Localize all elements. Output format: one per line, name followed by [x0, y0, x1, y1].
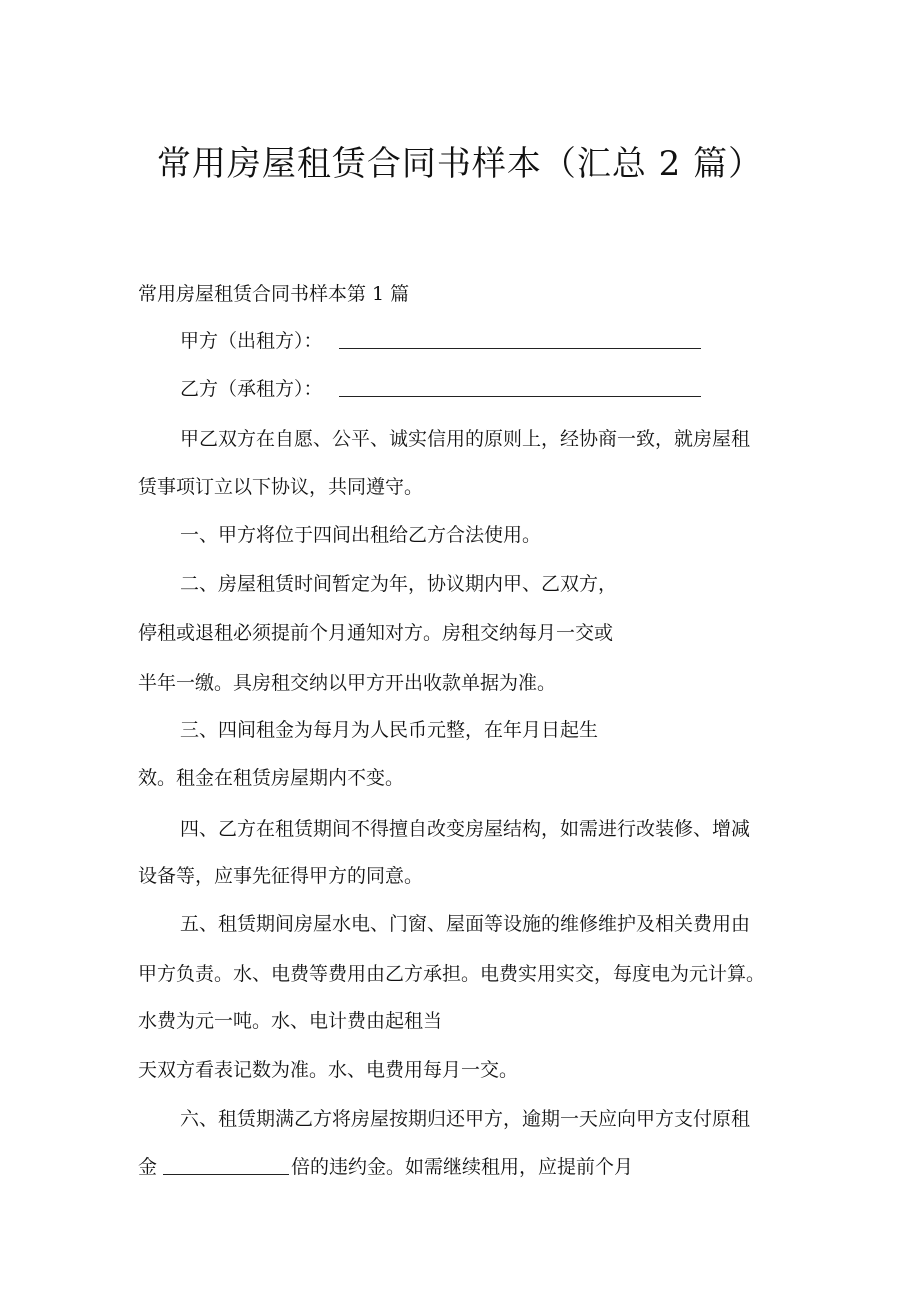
clause-4-line-1: 四、乙方在租赁期间不得擅自改变房屋结构，如需进行改装修、增减	[180, 818, 751, 840]
clause-4-line-2: 设备等，应事先征得甲方的同意。	[138, 865, 424, 887]
penalty-multiplier-blank	[163, 1155, 289, 1175]
clause-5-line-4: 天双方看表记数为准。水、电费用每月一交。	[138, 1059, 519, 1081]
clause-2-line-2: 停租或退租必须提前个月通知对方。房租交纳每月一交或	[138, 622, 614, 644]
section-heading: 常用房屋租赁合同书样本第 1 篇	[138, 283, 410, 305]
document-title: 常用房屋租赁合同书样本（汇总 2 篇）	[156, 144, 764, 184]
clause-6-text-a: 金	[138, 1156, 158, 1178]
party-b-label: 乙方（承租方）：	[180, 378, 323, 400]
clause-6-text-b: 倍的违约金。如需继续租用，应提前个月	[291, 1156, 634, 1178]
party-a-blank	[339, 329, 701, 349]
clause-2-line-1: 二、房屋租赁时间暂定为年，协议期内甲、乙双方，	[180, 573, 618, 595]
clause-3-line-1: 三、四间租金为每月为人民币元整，在年月日起生	[180, 719, 599, 741]
clause-5-line-1: 五、租赁期间房屋水电、门窗、屋面等设施的维修维护及相关费用由	[180, 913, 751, 935]
clause-6-line-2	[138, 1153, 633, 1181]
party-b-line	[180, 375, 701, 403]
party-b-blank	[339, 377, 701, 397]
intro-line-2: 赁事项订立以下协议，共同遵守。	[138, 476, 424, 498]
clause-3-line-2: 效。租金在租赁房屋期内不变。	[138, 767, 405, 789]
clause-5-line-3: 水费为元一吨。水、电计费由起租当	[138, 1010, 443, 1032]
clause-2-line-3: 半年一缴。具房租交纳以甲方开出收款单据为准。	[138, 672, 557, 694]
clause-1: 一、甲方将位于四间出租给乙方合法使用。	[180, 524, 542, 546]
clause-6-line-1: 六、租赁期满乙方将房屋按期归还甲方，逾期一天应向甲方支付原租	[180, 1108, 751, 1130]
party-a-line	[180, 327, 701, 355]
intro-line-1: 甲乙双方在自愿、公平、诚实信用的原则上，经协商一致，就房屋租	[180, 428, 751, 450]
clause-5-line-2: 甲方负责。水、电费等费用由乙方承担。电费实用实交，每度电为元计算。	[138, 963, 766, 985]
party-a-label: 甲方（出租方）：	[180, 330, 323, 352]
